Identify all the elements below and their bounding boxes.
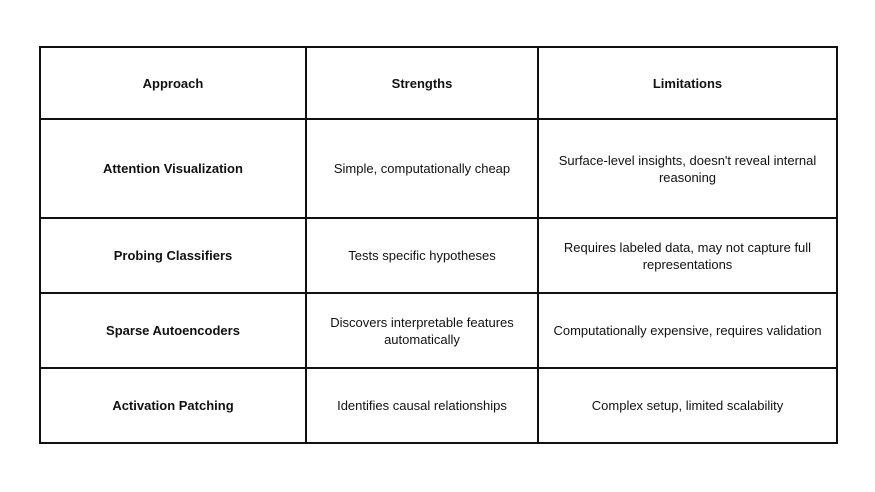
table-row	[40, 293, 837, 368]
table-row	[40, 119, 837, 218]
limitations-cell: Surface-level insights, doesn't reveal internal reasoning	[538, 119, 837, 218]
header-strengths: Strengths	[306, 47, 538, 119]
table-row	[40, 368, 837, 443]
approach-cell: Probing Classifiers	[40, 218, 306, 293]
approach-cell: Sparse Autoencoders	[40, 293, 306, 368]
header-limitations: Limitations	[538, 47, 837, 119]
approach-cell: Attention Visualization	[40, 119, 306, 218]
table-header-row	[40, 47, 837, 119]
strengths-cell: Discovers interpretable features automatically	[306, 293, 538, 368]
limitations-cell: Requires labeled data, may not capture full representations	[538, 218, 837, 293]
approach-cell: Activation Patching	[40, 368, 306, 443]
table-row	[40, 218, 837, 293]
strengths-cell: Simple, computationally cheap	[306, 119, 538, 218]
strengths-cell: Tests specific hypotheses	[306, 218, 538, 293]
comparison-table	[39, 46, 838, 444]
header-approach: Approach	[40, 47, 306, 119]
limitations-cell: Complex setup, limited scalability	[538, 368, 837, 443]
strengths-cell: Identifies causal relationships	[306, 368, 538, 443]
limitations-cell: Computationally expensive, requires validation	[538, 293, 837, 368]
